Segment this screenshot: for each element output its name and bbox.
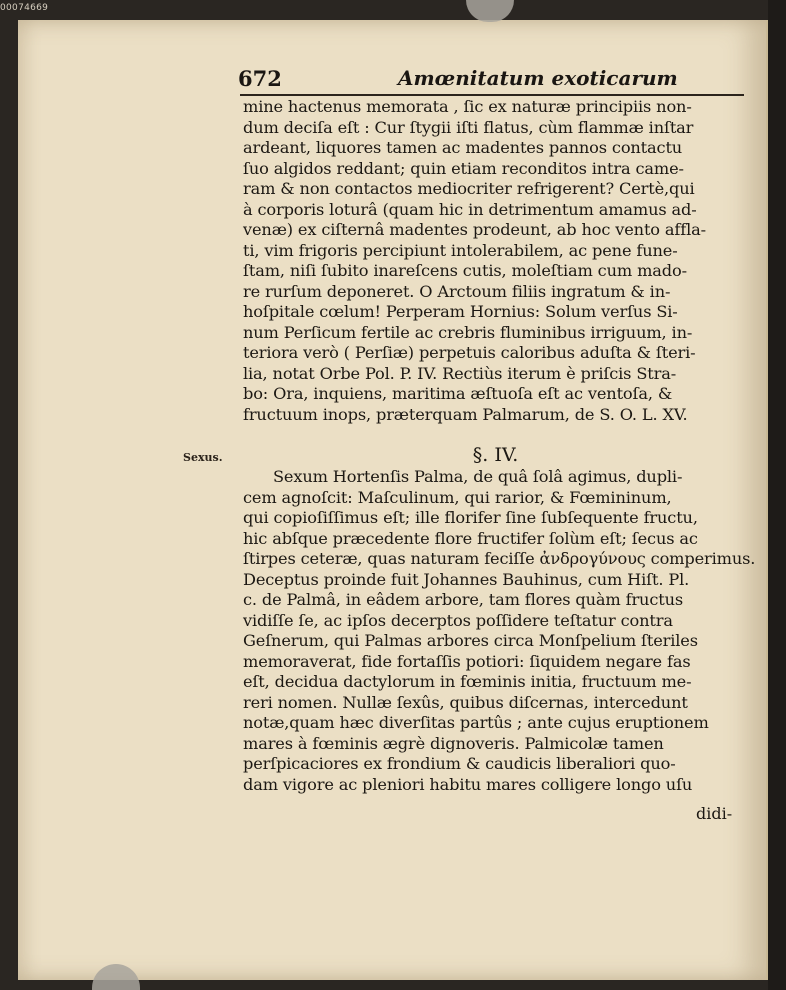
text-line: ardeant, liquores tamen ac madentes pannos contactu: [243, 138, 683, 157]
header-rule: [240, 94, 744, 96]
margin-note: Sexus.: [183, 451, 223, 464]
text-line: notæ,quam hæc diverſitas partûs ; ante cujus eruptionem: [243, 713, 709, 732]
catchword: didi-: [696, 804, 733, 823]
text-line: hoſpitale cœlum! Perperam Hornius: Solum verſus Si-: [243, 302, 678, 321]
text-line: cem agnoſcit: Maſculinum, qui rarior, & Fœmininum,: [243, 487, 672, 507]
text-line: Sexum Hortenſis Palma, de quâ ſolâ agimus, dupli-: [243, 467, 683, 486]
text-line: mares à fœminis ægrè dignoveris. Palmicolæ tamen: [243, 733, 664, 753]
text-line: hic abſque præcedente flore fructifer ſolùm eſt; ſecus ac: [243, 528, 698, 548]
text-line: ſtirpes ceteræ, quas naturam feciſſe ἀνδρογύνους comperimus.: [243, 549, 756, 568]
text-line: dum deciſa eſt : Cur ſtygii iſti flatus, cùm flammæ inſtar: [243, 117, 694, 137]
text-line: perſpicaciores ex frondium & caudicis liberaliori quo-: [243, 754, 676, 773]
text-line: num Perſicum fertile ac crebris fluminibus irriguum, in-: [243, 322, 693, 342]
scan-id-label: 00074669: [0, 3, 49, 13]
page-clip-top-icon: [466, 0, 514, 22]
page-header: [238, 66, 746, 92]
scan-edge: [768, 0, 786, 990]
running-title: Amœnitatum exoticarum: [398, 66, 678, 90]
text-line: bo: Ora, inquiens, maritima æſtuoſa eſt ac ventoſa, &: [243, 384, 673, 403]
text-line: ram & non contactos mediocriter refrigerent? Certè,qui: [243, 179, 695, 198]
text-line: vidiſſe ſe, ac ipſos decerptos poſſidere teſtatur contra: [243, 610, 673, 630]
text-line: teriora verò ( Perſiæ) perpetuis caloribus aduſta & ſteri-: [243, 343, 696, 362]
text-line: re rurſum deponeret. O Arctoum filiis ingratum & in-: [243, 281, 671, 301]
text-line: c. de Palmâ, in eâdem arbore, tam flores quàm fructus: [243, 590, 684, 609]
text-line: Deceptus proinde fuit Johannes Bauhinus, cum Hiſt. Pl.: [243, 569, 690, 589]
text-line: mine hactenus memorata , ſic ex naturæ principiis non-: [243, 97, 692, 116]
text-line: eſt, decidua dactylorum in fœminis initia, fructuum me-: [243, 672, 692, 691]
text-line: ti, vim frigoris percipiunt intolerabilem, ac pene fune-: [243, 240, 678, 260]
section-heading: §. IV.: [472, 444, 519, 466]
page-number: 672: [238, 66, 282, 91]
text-line: dam vigore ac pleniori habitu mares colligere longo uſu: [243, 774, 693, 794]
text-line: Geſnerum, qui Palmas arbores circa Monſpelium ſteriles: [243, 631, 698, 650]
paragraph-2: [243, 467, 756, 795]
text-line: qui copioſiſſimus eſt; ille florifer ſine ſubſequente fructu,: [243, 508, 698, 527]
text-line: memoraverat, fide fortaſſis potiori: ſiquidem negare fas: [243, 651, 691, 671]
text-line: venæ) ex ciſternâ madentes prodeunt, ab hoc vento affla-: [243, 220, 706, 239]
text-line: fructuum inops, præterquam Palmarum, de S. O. L. XV.: [243, 404, 688, 424]
text-line: à corporis loturâ (quam hic in detrimentum amamus ad-: [243, 199, 697, 219]
paragraph-1: [243, 97, 748, 425]
text-line: ſtam, niſi ſubito inareſcens cutis, moleſtiam cum mado-: [243, 261, 687, 280]
text-line: lia, notat Orbe Pol. P. IV. Rectiùs iterum è priſcis Stra-: [243, 363, 677, 383]
text-line: reri nomen. Nullæ ſexûs, quibus diſcernas, intercedunt: [243, 692, 688, 712]
text-line: ſuo algidos reddant; quin etiam reconditos intra came-: [243, 158, 684, 178]
